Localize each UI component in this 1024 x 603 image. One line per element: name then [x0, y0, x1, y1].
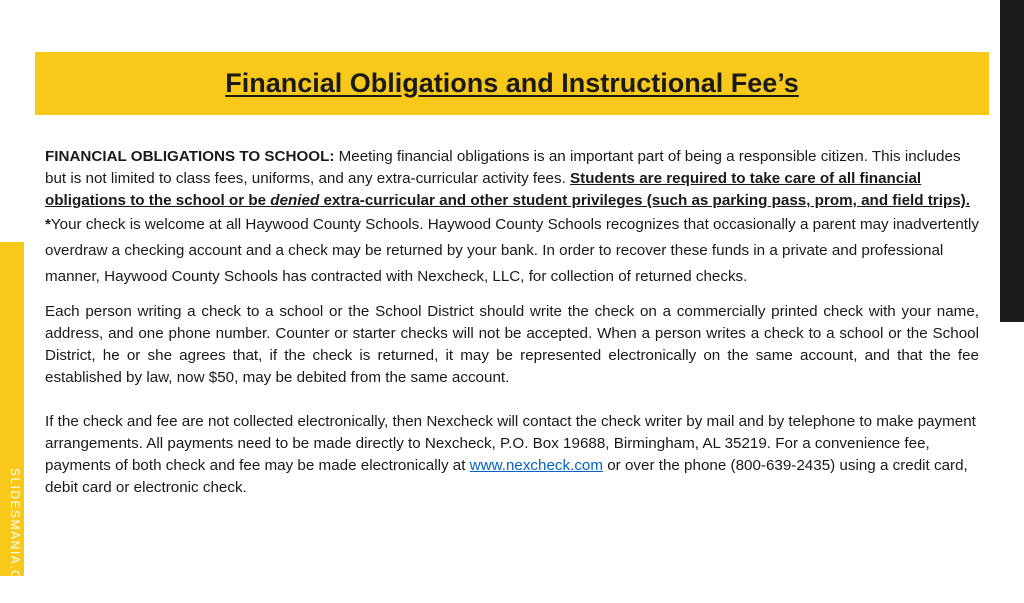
slidesmania-watermark: SLIDESMANIA.COM — [8, 468, 22, 603]
paragraph-check-policy — [45, 212, 979, 290]
check-policy-text: Your check is welcome at all Haywood County Schools. Haywood County Schools recognizes that occasionally a parent may inadvertently overdraw a checking account and a check may be returned by your bank. In order to recover these funds in a private and professional manner, Haywood County Schools has contracted with Nexcheck, LLC, for collection of returned checks. — [45, 216, 979, 285]
asterisk-marker: * — [45, 216, 51, 233]
title-banner — [35, 52, 989, 115]
emphasis-denied: denied — [270, 192, 320, 209]
slide-title: Financial Obligations and Instructional Fee’s — [225, 68, 799, 98]
emphasis-before: Students are required to take care of all financial obligations to the school or be — [45, 170, 922, 209]
slide-body — [45, 146, 979, 499]
financial-obligations-label: FINANCIAL OBLIGATIONS TO SCHOOL: — [45, 148, 335, 165]
right-accent-strip — [1000, 0, 1024, 322]
emphasis-after: extra-curricular and other student privileges (such as parking pass, prom, and field trips). — [319, 192, 970, 209]
nexcheck-text-before: If the check and fee are not collected electronically, then Nexcheck will contact the check writer by mail and by telephone to make payment arrangements. All payments need to be made directly to Nexcheck, P.O. Box 19688, Birmingham, AL 35219. For a convenience fee, payments of both check and fee may be made electronically at — [45, 413, 976, 474]
financial-obligations-text: Meeting financial obligations is an important part of being a responsible citizen. This includes but is not limited to class fees, uniforms, and any extra-curricular activity fees. — [45, 148, 961, 187]
paragraph-nexcheck-collection — [45, 411, 979, 499]
paragraph-financial-obligations — [45, 146, 979, 212]
paragraph-check-requirements: Each person writing a check to a school or the School District should write the check on a commercially printed check with your name, address, and one phone number. Counter or starter checks will not be accepted. When a person writes a check to a school or the School District, he or she agrees that, if the check is returned, it may be represented electronically on the same account, and that the fee established by law, now $50, may be debited from the same account. — [45, 303, 979, 386]
nexcheck-text-after: or over the phone (800-639-2435) using a credit card, debit card or electronic check. — [45, 457, 968, 496]
nexcheck-link[interactable]: www.nexcheck.com — [469, 457, 604, 474]
